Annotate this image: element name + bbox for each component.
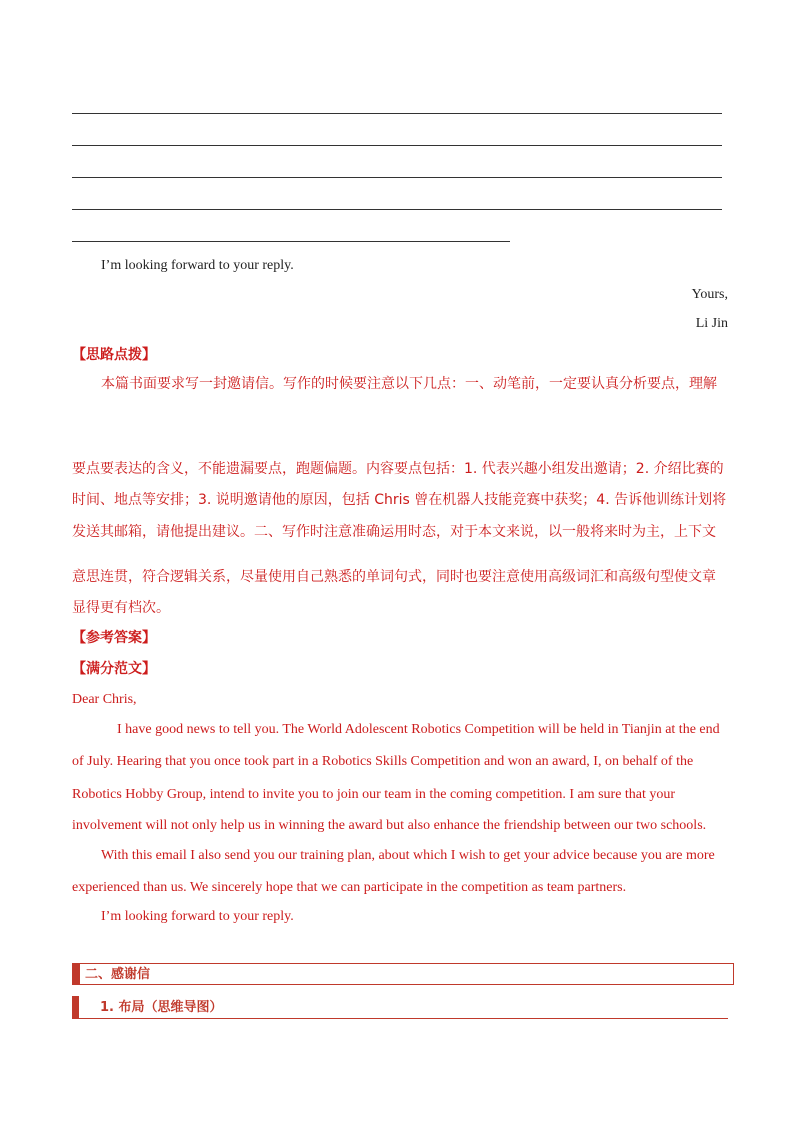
hints-heading: 【思路点拨】 — [72, 347, 156, 363]
letter-p1-line: involvement will not only help us in winning the award but also enhance the friendship between our two schools. — [72, 818, 707, 833]
writing-line — [72, 113, 722, 114]
hints-line: 发送其邮箱，请他提出建议。二、写作时注意准确运用时态，对于本文来说，以一般将来时为主，上下文 — [72, 524, 716, 540]
section-marker — [73, 964, 80, 984]
writing-line — [72, 177, 722, 178]
letter-closing: I’m looking forward to your reply. — [101, 909, 294, 924]
letter-p1-line: of July. Hearing that you once took part in a Robotics Skills Competition and won an award, I, on behalf of the — [72, 754, 694, 769]
closing-signature: Li Jin — [695, 316, 728, 331]
letter-p2-line: experienced than us. We sincerely hope that we can participate in the competition as team partners. — [72, 880, 627, 895]
section-header — [72, 963, 734, 985]
hints-line: 意思连贯，符合逻辑关系，尽量使用自己熟悉的单词句式，同时也要注意使用高级词汇和高级句型使文章 — [72, 569, 716, 585]
section-title: 二、感谢信 — [85, 967, 151, 982]
subsection-marker — [72, 996, 79, 1019]
writing-line — [72, 145, 722, 146]
writing-line — [72, 209, 722, 210]
letter-salutation: Dear Chris, — [72, 692, 137, 707]
subsection-title: 1. 布局（思维导图） — [100, 1000, 223, 1015]
answer-heading: 【参考答案】 — [72, 630, 156, 646]
letter-p2-line: With this email I also send you our training plan, about which I wish to get your advice because you are more — [101, 848, 715, 863]
closing-yours: Yours, — [691, 287, 728, 302]
hints-line: 显得更有档次。 — [72, 600, 170, 616]
letter-p1-line: Robotics Hobby Group, intend to invite you to join our team in the coming competition. I am sure that your — [72, 787, 676, 802]
letter-p1-line: I have good news to tell you. The World Adolescent Robotics Competition will be held in Tianjin at the end — [117, 722, 720, 737]
writing-line — [72, 241, 510, 242]
hints-line: 时间、地点等安排；3. 说明邀请他的原因，包括 Chris 曾在机器人技能竞赛中获奖；4. 告诉他训练计划将 — [72, 492, 727, 508]
hints-line: 要点要表达的含义，不能遗漏要点，跑题偏题。内容要点包括：1. 代表兴趣小组发出邀请；2. 介绍比赛的 — [72, 461, 724, 477]
closing-sentence: I’m looking forward to your reply. — [101, 258, 294, 273]
hints-line: 本篇书面要求写一封邀请信。写作的时候要注意以下几点：一、动笔前，一定要认真分析要点，理解 — [101, 376, 717, 392]
model-essay-heading: 【满分范文】 — [72, 661, 156, 677]
subsection-underline — [72, 1018, 728, 1019]
